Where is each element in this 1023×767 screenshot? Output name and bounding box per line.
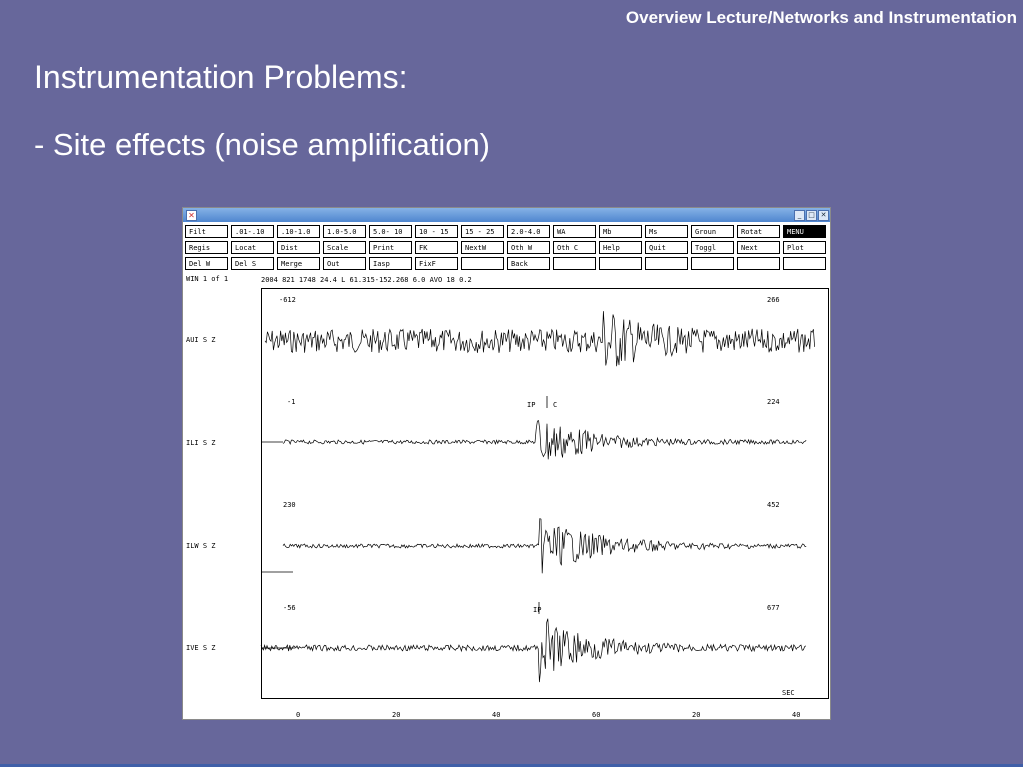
phase-pick-label: C xyxy=(553,401,558,409)
x-tick-label: 20 xyxy=(692,711,701,719)
toolbar-button[interactable]: Dist xyxy=(277,241,320,254)
toolbar-button[interactable]: Regis xyxy=(185,241,228,254)
toolbar-button[interactable]: Next xyxy=(737,241,780,254)
toolbar-button[interactable]: MENU xyxy=(783,225,826,238)
waveform-traces xyxy=(183,208,830,719)
toolbar-button[interactable]: Del W xyxy=(185,257,228,270)
toolbar-button[interactable]: Plot xyxy=(783,241,826,254)
toolbar-button[interactable]: Groun xyxy=(691,225,734,238)
event-info: 2004 821 1748 24.4 L 61.315-152.268 6.0 AVO 18 0.2 xyxy=(261,276,472,284)
toolbar-button[interactable]: Mb xyxy=(599,225,642,238)
trace-max-value: 224 xyxy=(767,398,780,406)
station-label: ILW S Z xyxy=(186,542,216,550)
station-label: IVE S Z xyxy=(186,644,216,652)
toolbar-button[interactable]: FK xyxy=(415,241,458,254)
x-tick-label: 20 xyxy=(392,711,401,719)
toolbar-button[interactable]: 1.0-5.0 xyxy=(323,225,366,238)
close-icon[interactable]: ✕ xyxy=(818,210,829,221)
x-tick-label: 40 xyxy=(792,711,801,719)
toolbar-button[interactable]: 2.0-4.0 xyxy=(507,225,550,238)
axis-unit-label: SEC xyxy=(782,689,795,697)
toolbar-button[interactable]: 15 - 25 xyxy=(461,225,504,238)
trace-min-value: -1 xyxy=(287,398,296,406)
toolbar-button[interactable]: Oth W xyxy=(507,241,550,254)
toolbar-button[interactable]: WA xyxy=(553,225,596,238)
waveform-trace xyxy=(283,519,806,574)
toolbar-button[interactable]: FixF xyxy=(415,257,458,270)
window-counter: WIN 1 of 1 xyxy=(186,275,229,283)
trace-min-value: 230 xyxy=(283,501,296,509)
toolbar-button[interactable]: Toggl xyxy=(691,241,734,254)
trace-max-value: 677 xyxy=(767,604,780,612)
trace-max-value: 452 xyxy=(767,501,780,509)
toolbar-button[interactable]: Merge xyxy=(277,257,320,270)
slide-header: Overview Lecture/Networks and Instrumentation xyxy=(625,8,1017,27)
toolbar-button[interactable]: Filt xyxy=(185,225,228,238)
x-tick-label: 0 xyxy=(296,711,301,719)
slide-title: Instrumentation Problems: xyxy=(34,59,408,95)
toolbar-button[interactable]: Out xyxy=(323,257,366,270)
trace-min-value: -56 xyxy=(283,604,296,612)
toolbar-button[interactable]: NextW xyxy=(461,241,504,254)
phase-pick-label: IP xyxy=(533,606,542,614)
x-tick-label: 40 xyxy=(492,711,501,719)
trace-max-value: 266 xyxy=(767,296,780,304)
toolbar-button[interactable]: Iasp xyxy=(369,257,412,270)
waveform-trace xyxy=(261,619,806,682)
station-label: AUI S Z xyxy=(186,336,216,344)
minimize-icon[interactable]: _ xyxy=(794,210,805,221)
slide-bullet: - Site effects (noise amplification) xyxy=(34,127,491,162)
waveform-trace xyxy=(265,311,815,366)
x-tick-label: 60 xyxy=(592,711,601,719)
seismogram-window xyxy=(182,207,831,720)
toolbar-button[interactable]: Quit xyxy=(645,241,688,254)
toolbar-button[interactable]: Locat xyxy=(231,241,274,254)
waveform-trace xyxy=(283,421,806,460)
toolbar-button[interactable]: Back xyxy=(507,257,550,270)
station-label: ILI S Z xyxy=(186,439,216,447)
toolbar-button[interactable]: 10 - 15 xyxy=(415,225,458,238)
toolbar-button[interactable]: Print xyxy=(369,241,412,254)
toolbar-button[interactable]: Del S xyxy=(231,257,274,270)
app-icon: ✕ xyxy=(186,210,197,221)
toolbar-button[interactable]: 5.0- 10 xyxy=(369,225,412,238)
toolbar-button[interactable]: .10-1.0 xyxy=(277,225,320,238)
toolbar-button[interactable]: Rotat xyxy=(737,225,780,238)
toolbar-button[interactable]: Help xyxy=(599,241,642,254)
toolbar-button[interactable]: Ms xyxy=(645,225,688,238)
maximize-icon[interactable]: □ xyxy=(806,210,817,221)
toolbar-button[interactable]: Scale xyxy=(323,241,366,254)
toolbar-button[interactable]: .01-.10 xyxy=(231,225,274,238)
trace-min-value: -612 xyxy=(279,296,296,304)
phase-pick-label: IP xyxy=(527,401,536,409)
toolbar-button[interactable]: Oth C xyxy=(553,241,596,254)
